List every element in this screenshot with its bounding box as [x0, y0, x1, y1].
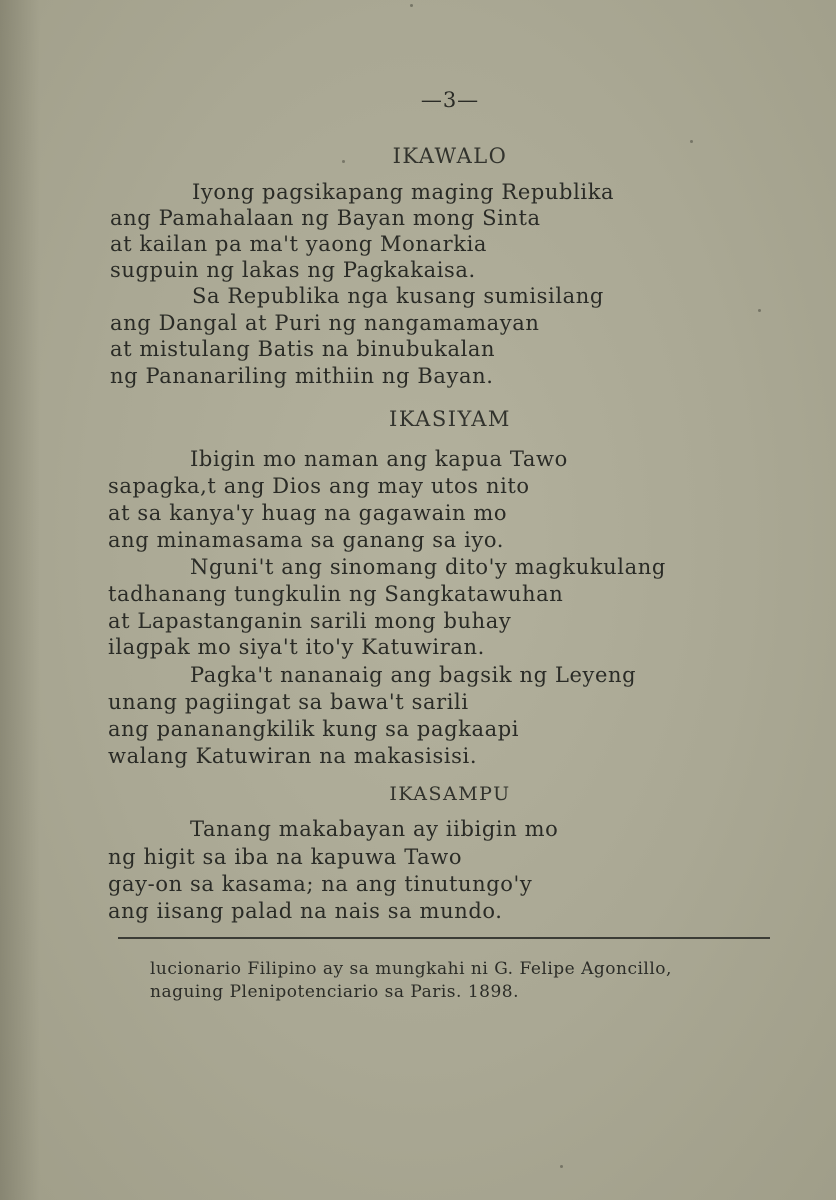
verse-line: ng higit sa iba na kapuwa Tawo: [108, 845, 463, 869]
paper-speck: [410, 4, 413, 7]
verse-line: Pagka't nananaig ang bagsik ng Leyeng: [190, 663, 637, 687]
verse-line: walang Katuwiran na makasisisi.: [108, 744, 478, 768]
verse-line: tadhanang tungkulin ng Sangkatawuhan: [108, 582, 564, 606]
verse-line: ang iisang palad na nais sa mundo.: [108, 899, 503, 923]
verse-line: sapagka,t ang Dios ang may utos nito: [108, 474, 530, 498]
verse-line: unang pagiingat sa bawa't sarili: [108, 690, 469, 714]
section-heading-ikasampu: IKASAMPU: [389, 783, 511, 805]
footnote-divider: [118, 937, 770, 939]
verse-line: ang pananangkilik kung sa pagkaapi: [108, 717, 520, 741]
footnote-line: lucionario Filipino ay sa mungkahi ni G. Felipe Agoncillo,: [150, 959, 672, 979]
section-heading-ikawalo: IKAWALO: [392, 144, 508, 168]
page-edge-shadow: [0, 0, 40, 1200]
footnote-line: naguing Plenipotenciario sa Paris. 1898.: [150, 982, 519, 1002]
verse-line: Tanang makabayan ay iibigin mo: [190, 817, 559, 841]
verse-line: at sa kanya'y huag na gagawain mo: [108, 501, 508, 525]
verse-line: at Lapastanganin sarili mong buhay: [108, 609, 512, 633]
verse-line: sugpuin ng lakas ng Pagkakaisa.: [110, 258, 476, 282]
section-heading-ikasiyam: IKASIYAM: [389, 407, 511, 431]
verse-line: gay-on sa kasama; na ang tinutungo'y: [108, 872, 533, 896]
verse-line: ang Dangal at Puri ng nangamamayan: [110, 311, 540, 335]
paper-speck: [690, 140, 693, 143]
page-number: —3—: [420, 88, 480, 112]
verse-line: at kailan pa ma't yaong Monarkia: [110, 232, 488, 256]
paper-speck: [758, 309, 761, 312]
paper-speck: [560, 1165, 563, 1168]
paper-speck: [342, 160, 345, 163]
verse-line: Nguni't ang sinomang dito'y magkukulang: [190, 555, 666, 579]
verse-line: ang minamasama sa ganang sa iyo.: [108, 528, 504, 552]
verse-line: at mistulang Batis na binubukalan: [110, 337, 496, 361]
verse-line: ng Pananariling mithiin ng Bayan.: [110, 364, 494, 388]
verse-line: Sa Republika nga kusang sumisilang: [192, 284, 604, 308]
verse-line: Ibigin mo naman ang kapua Tawo: [190, 447, 568, 471]
verse-line: ilagpak mo siya't ito'y Katuwiran.: [108, 635, 485, 659]
verse-line: Iyong pagsikapang maging Republika: [192, 180, 615, 204]
verse-line: ang Pamahalaan ng Bayan mong Sinta: [110, 206, 541, 230]
